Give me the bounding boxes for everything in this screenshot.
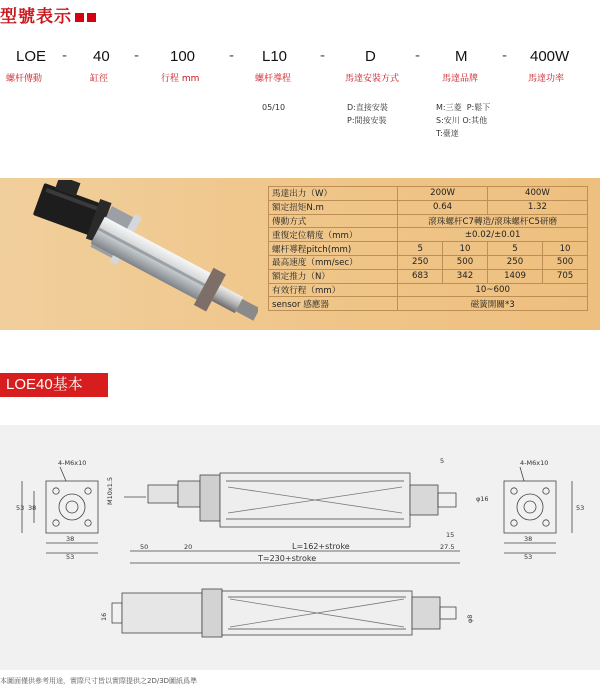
spec-label: 有效行程（mm） [269,283,398,297]
spec-row-pitch [269,242,588,256]
spec-cell: 1409 [487,269,542,283]
dim-label: 20 [184,543,193,551]
dim-label: 27.5 [440,543,455,551]
spec-cell: 10~600 [398,283,588,297]
label-brand: 馬達品牌 [442,74,479,84]
dim-label: φ16 [476,495,489,503]
technical-drawing [0,425,600,670]
dim-label: 53 [524,553,533,561]
brand-option: M:三菱 [436,103,462,112]
code-pitch: L10 [262,48,288,65]
spec-row-power [269,187,588,201]
code-stroke: 100 [170,48,196,65]
dim-label: 53 [16,504,25,512]
separator: - [62,48,68,64]
brand-option: P:鬆下 [466,103,491,112]
spec-label: 最高速度（mm/sec） [269,255,398,269]
spec-cell: 滾珠螺杆C7轉造/滾珠螺杆C5研磨 [398,214,588,228]
spec-row-thrust [269,269,588,283]
spec-row-torque [269,200,588,214]
spec-label: 馬達出力（W） [269,187,398,201]
label-power: 馬達功率 [528,74,565,84]
dim-label: 16 [100,612,108,621]
spec-cell: 400W [487,187,587,201]
spec-label: 額定扭矩N.m [269,200,398,214]
spec-cell: 500 [543,255,588,269]
red-square-icon [87,13,96,22]
dim-label: 38 [28,504,37,512]
spec-label: 傳動方式 [269,214,398,228]
mount-option: P:間接安裝 [347,116,387,125]
code-power: 400W [530,48,570,65]
spec-row-drive [269,214,588,228]
spec-cell: ±0.02/±0.01 [398,228,588,242]
spec-label: 重復定位精度（mm） [269,228,398,242]
spec-cell: 1.32 [487,200,587,214]
label-bore: 缸徑 [90,74,109,84]
spec-cell: 500 [443,255,488,269]
dim-label: φ8 [466,614,474,623]
brand-options [436,101,506,140]
brand-option: T:臺達 [436,129,459,138]
mount-options [347,101,388,127]
label-stroke: 行程 mm [161,74,200,84]
dim-label: 5 [440,457,445,465]
dim-label: 50 [140,543,149,551]
separator: - [320,48,326,64]
spec-table [268,186,588,311]
title-text: 型號表示 [0,7,72,27]
actuator-product-image [22,180,258,328]
brand-option: S:安川 [436,116,460,125]
spec-cell: 5 [487,242,542,256]
label-loe: 螺杆傳動 [6,74,43,84]
dim-label: 4-M6x10 [520,459,549,467]
dim-formula-l: L=162+stroke [292,542,350,551]
spec-cell: 342 [443,269,488,283]
section-title-basic: LOE40基本 [0,373,108,397]
spec-row-sensor [269,297,588,311]
dim-label: 4-M6x10 [58,459,87,467]
spec-label: 額定推力（N） [269,269,398,283]
spec-cell: 705 [543,269,588,283]
code-brand: M [455,48,468,65]
label-mount: 馬達安裝方式 [345,74,400,84]
dim-label: M10x1.5 [106,476,114,505]
brand-option: O:其他 [462,116,488,125]
code-loe: LOE [16,48,47,65]
red-square-icon [75,13,84,22]
spec-cell: 5 [398,242,443,256]
spec-cell: 0.64 [398,200,488,214]
mount-option: D:直接安裝 [347,103,388,112]
side-view-bottom [112,589,456,637]
spec-label: 螺杆導程pitch(mm) [269,242,398,256]
spec-cell: 250 [398,255,443,269]
pitch-options: 05/10 [262,103,286,112]
dim-label: 53 [66,553,75,561]
dim-label: 38 [524,535,533,543]
dim-label: 38 [66,535,75,543]
code-mount: D [365,48,376,65]
separator: - [134,48,140,64]
section-title-model [0,2,96,27]
dim-label: 15 [446,531,455,539]
spec-cell: 250 [487,255,542,269]
separator: - [415,48,421,64]
spec-cell: 磁簧開關*3 [398,297,588,311]
footnote: 本圖面僅供參考用途，實際尺寸皆以實際提供之2D/3D圖紙爲準 [0,677,198,685]
spec-row-repeat [269,228,588,242]
spec-cell: 683 [398,269,443,283]
spec-cell: 10 [543,242,588,256]
spec-cell: 200W [398,187,488,201]
spec-label: sensor 感應器 [269,297,398,311]
spec-cell: 10 [443,242,488,256]
spec-row-stroke [269,283,588,297]
label-pitch: 螺杆導程 [255,74,292,84]
code-bore: 40 [93,48,110,65]
right-end-view [504,467,572,553]
spec-row-speed [269,255,588,269]
dim-formula-t: T=230+stroke [258,554,317,563]
separator: - [229,48,235,64]
dim-label: 53 [576,504,585,512]
separator: - [502,48,508,64]
